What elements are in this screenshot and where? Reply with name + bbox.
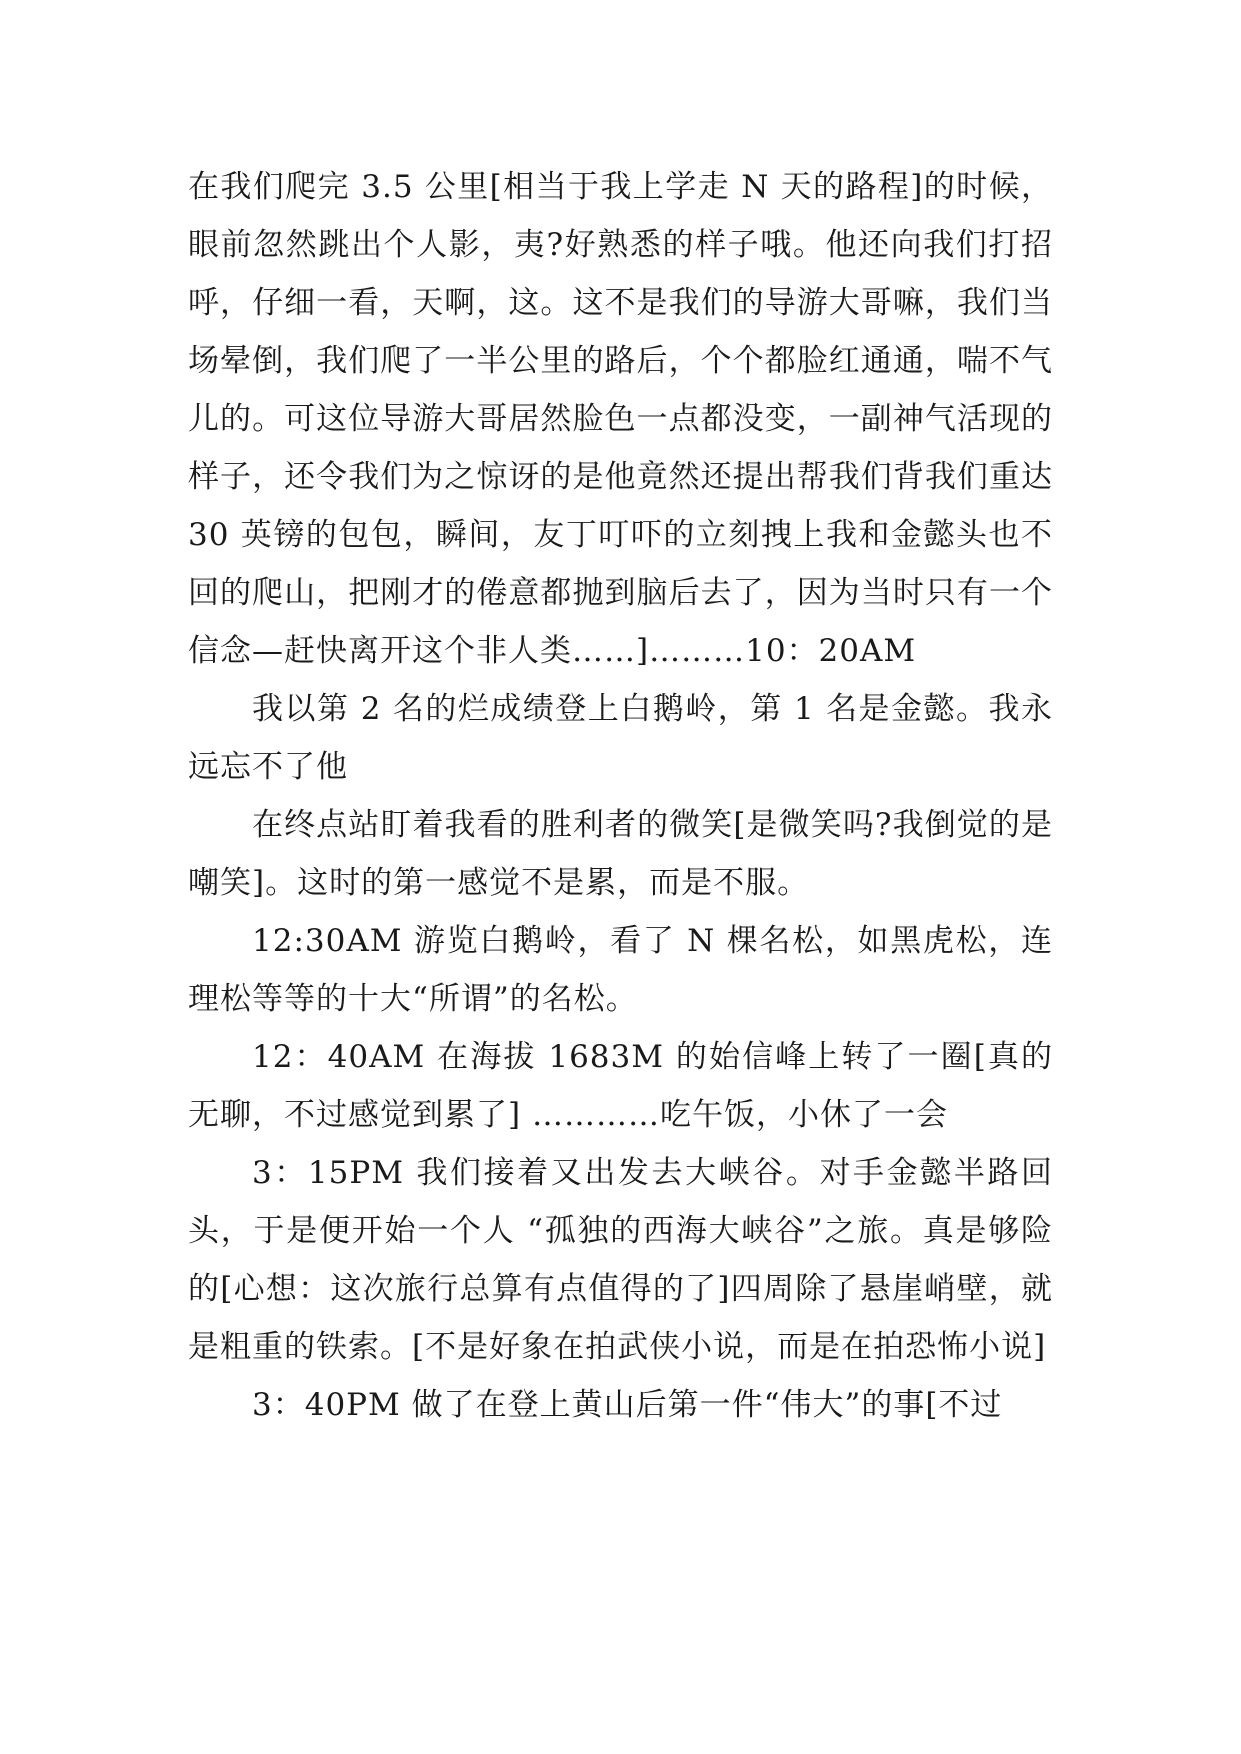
paragraph-4: 12:30AM 游览白鹅岭，看了 N 棵名松，如黑虎松，连理松等等的十大“所谓”的名松。 (188, 923, 1053, 1017)
paragraph-3: 在终点站盯着我看的胜利者的微笑[是微笑吗?我倒觉的是嘲笑]。这时的第一感觉不是累，而是不服。 (188, 807, 1053, 901)
document-body (188, 158, 1053, 1434)
paragraph-5: 12：40AM 在海拔 1683M 的始信峰上转了一圈[真的无聊，不过感觉到累了] …………吃午饭，小休了一会 (188, 1039, 1053, 1133)
paragraph-6: 3：15PM 我们接着又出发去大峡谷。对手金懿半路回头，于是便开始一个人 “孤独的西海大峡谷”之旅。真是够险的[心想：这次旅行总算有点值得的了]四周除了悬崖峭壁，就是粗重的铁索。[不是好象在拍武侠小说，而是在拍恐怖小说] (188, 1155, 1053, 1365)
paragraph-2: 我以第 2 名的烂成绩登上白鹅岭，第 1 名是金懿。我永远忘不了他 (188, 691, 1053, 785)
paragraph-7: 3：40PM 做了在登上黄山后第一件“伟大”的事[不过 (252, 1387, 1003, 1423)
paragraph-1: 在我们爬完 3.5 公里[相当于我上学走 N 天的路程]的时候，眼前忽然跳出个人影，夷?好熟悉的样子哦。他还向我们打招呼，仔细一看，天啊，这。这不是我们的导游大哥嘛，我们当场晕倒，我们爬了一半公里的路后，个个都脸红通通，喘不气儿的。可这位导游大哥居然脸色一点都没变，一副神气活现的样子，还令我们为之惊讶的是他竟然还提出帮我们背我们重达 30 英镑的包包，瞬间，友丁叮吓的立刻拽上我和金懿头也不回的爬山，把刚才的倦意都抛到脑后去了，因为当时只有一个信念—赶快离开这个非人类……]………10：20AM (188, 169, 1053, 669)
